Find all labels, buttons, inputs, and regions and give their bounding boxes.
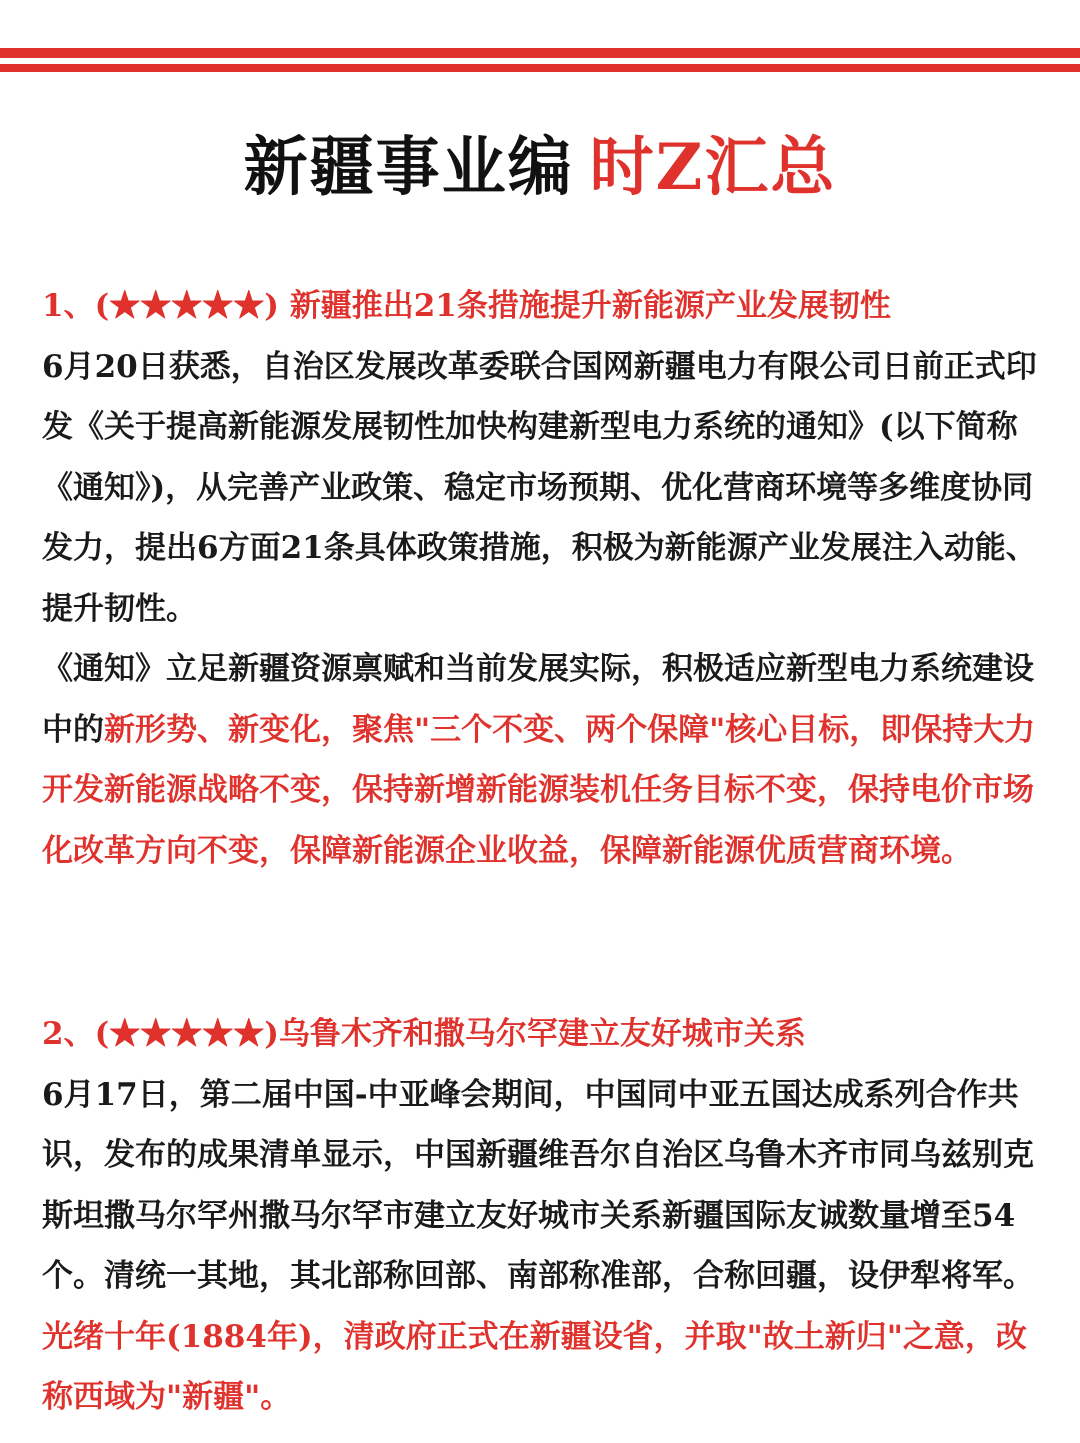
news-item-1-paragraph-1: 6月20日获悉，自治区发展改革委联合国网新疆电力有限公司日前正式印发《关于提高新能源发展韧性加快构建新型电力系统的通知》(以下简称《通知》)，从完善产业政策、稳定市场预期、优化营商环境等多维度协同发力，提出6方面21条具体政策措施，积极为新能源产业发展注入动能、提升韧性。	[42, 348, 1037, 627]
news-item-2	[42, 1004, 1052, 1428]
news-item-1-paragraph-2-text: 《通知》立足新疆资源禀赋和当前发展实际，积极适应新型电力系统建设中的	[42, 651, 1034, 748]
news-item-2-paragraph-1-highlight: 光绪十年(1884年)，清政府正式在新疆设省，并取"故土新归"之意，改称西域为"新疆"。	[42, 1318, 1027, 1415]
page-title	[0, 128, 1080, 208]
news-item-1	[42, 276, 1052, 881]
top-red-line-thick	[0, 48, 1080, 58]
news-item-1-paragraph-2	[42, 639, 1052, 881]
news-item-1-heading: 1、(★★★★★) 新疆推出21条措施提升新能源产业发展韧性	[42, 288, 891, 324]
news-item-2-paragraph-1	[42, 1065, 1052, 1428]
page-title-main: 新疆事业编	[243, 130, 574, 205]
top-decorative-bar	[0, 48, 1080, 78]
news-item-2-heading: 2、(★★★★★)乌鲁木齐和撒马尔罕建立友好城市关系	[42, 1016, 806, 1052]
top-red-line-thin	[0, 64, 1080, 72]
page-title-highlight: 时Z汇总	[589, 130, 837, 205]
news-item-1-paragraph-2-highlight: 新形势、新变化，聚焦"三个不变、两个保障"核心目标，即保持大力开发新能源战略不变，保持新增新能源装机任务目标不变，保持电价市场化改革方向不变，保障新能源企业收益，保障新能源优质营商环境。	[42, 711, 1036, 869]
news-item-2-paragraph-1-text: 6月17日，第二届中国-中亚峰会期间，中国同中亚五国达成系列合作共识，发布的成果清单显示，中国新疆维吾尔自治区乌鲁木齐市同乌兹别克斯坦撒马尔罕州撒马尔罕市建立友好城市关系新疆国际友诚数量增至54个。清统一其地，其北部称回部、南部称准部，合称回疆，设伊犁将军。	[42, 1076, 1034, 1294]
